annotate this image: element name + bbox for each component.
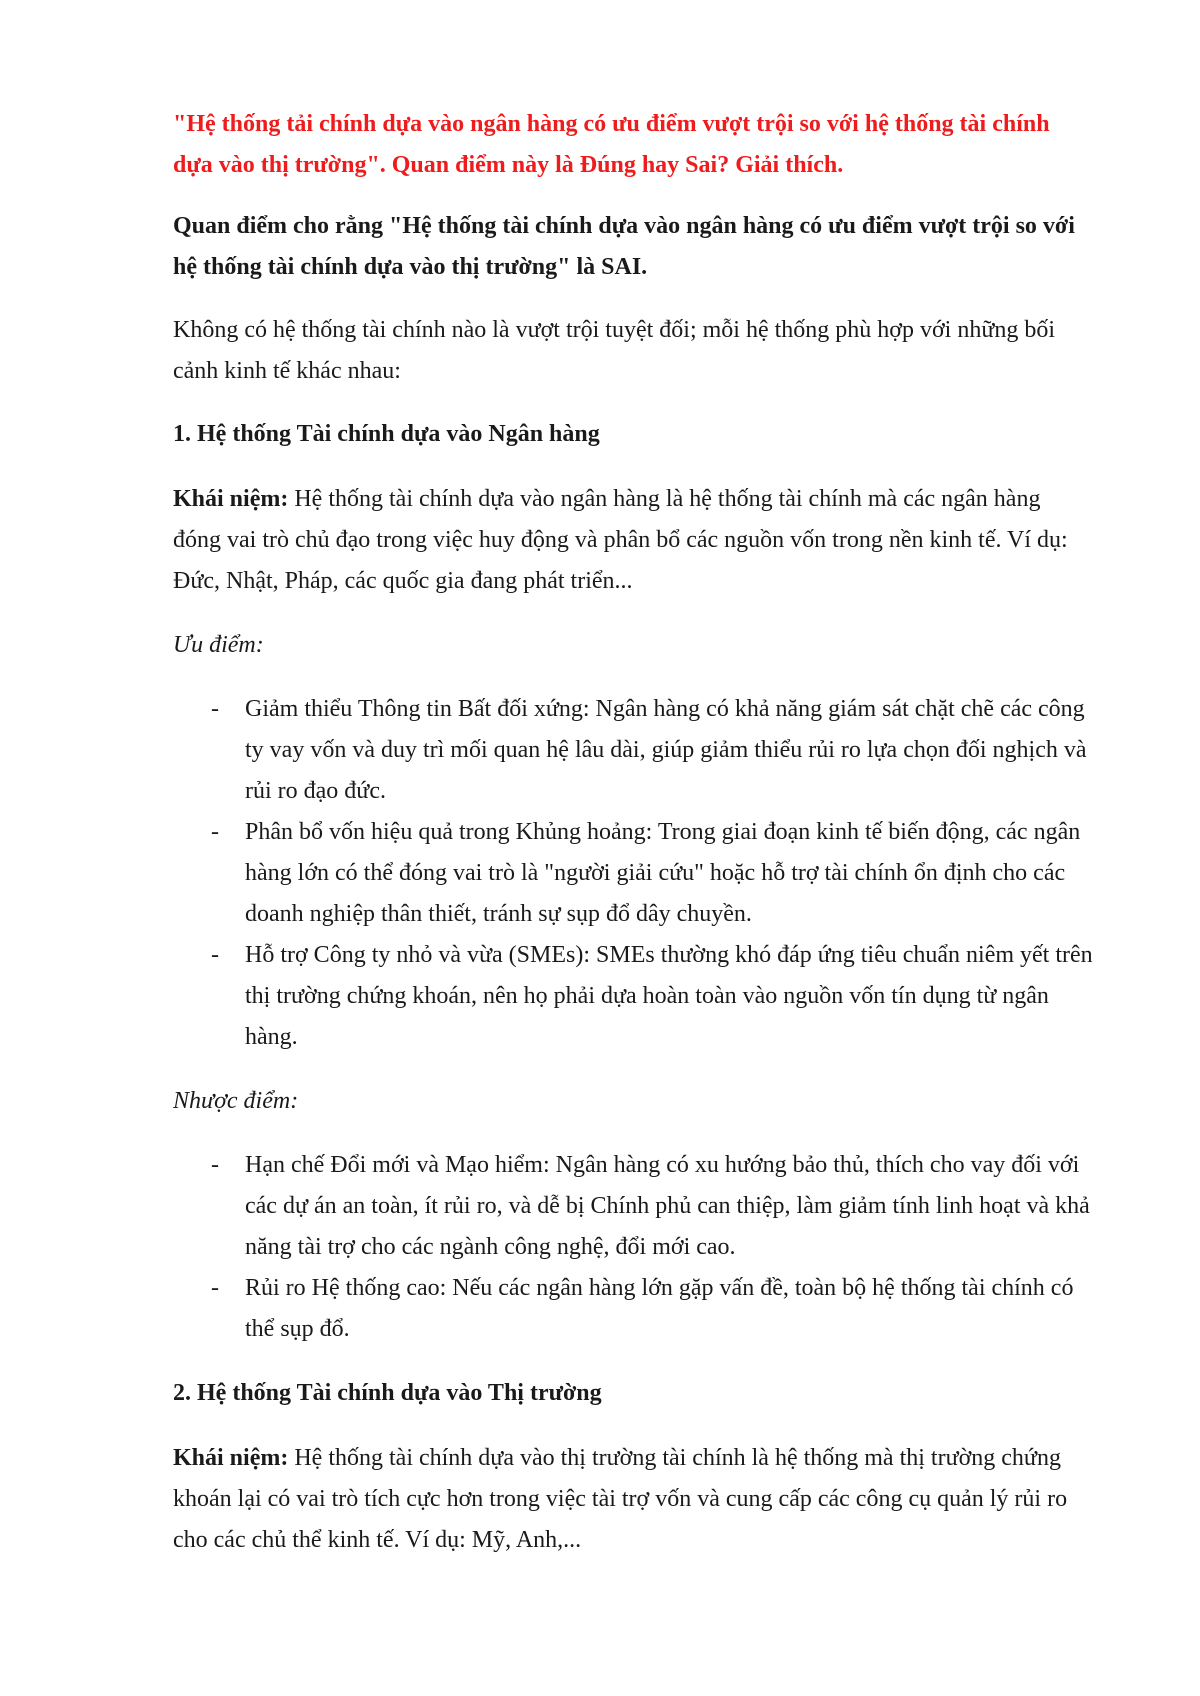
cons-label: Nhược điểm: — [173, 1088, 299, 1114]
section-1-heading: 1. Hệ thống Tài chính dựa vào Ngân hàng — [173, 421, 600, 447]
pros-label: Ưu điểm: — [173, 632, 264, 658]
section-2-heading: 2. Hệ thống Tài chính dựa vào Thị trường — [173, 1380, 602, 1406]
intro-paragraph: Không có hệ thống tài chính nào là vượt trội tuyệt đối; mỗi hệ thống phù hợp với những bối cảnh kinh tế khác nhau: — [173, 317, 1055, 384]
section-1-concept-text: Hệ thống tài chính dựa vào ngân hàng là hệ thống tài chính mà các ngân hàng đóng vai trò chủ đạo trong việc huy động và phân bổ các nguồn vốn trong nền kinh tế. Ví dụ: Đức, Nhật, Pháp, các quốc gia đang phát triển... — [173, 486, 1068, 594]
answer-statement: Quan điểm cho rằng "Hệ thống tài chính dựa vào ngân hàng có ưu điểm vượt trội so với hệ thống tài chính dựa vào thị trường" là SAI. — [173, 213, 1075, 280]
list-item: - Hạn chế Đổi mới và Mạo hiểm: Ngân hàng có xu hướng bảo thủ, thích cho vay đối với các dự án an toàn, ít rủi ro, và dễ bị Chính phủ can thiệp, làm giảm tính linh hoạt và khả năng tài trợ cho các ngành công nghệ, đổi mới cao. — [173, 1145, 1093, 1268]
pros-list — [173, 689, 1093, 1058]
section-1-concept — [173, 479, 1093, 602]
list-item: - Giảm thiểu Thông tin Bất đối xứng: Ngân hàng có khả năng giám sát chặt chẽ các công ty vay vốn và duy trì mối quan hệ lâu dài, giúp giảm thiểu rủi ro lựa chọn đối nghịch và rủi ro đạo đức. — [173, 689, 1093, 812]
list-item: - Phân bổ vốn hiệu quả trong Khủng hoảng: Trong giai đoạn kinh tế biến động, các ngân hàng lớn có thể đóng vai trò là "người giải cứu" hoặc hỗ trợ tài chính ổn định cho các doanh nghiệp thân thiết, tránh sự sụp đổ dây chuyền. — [173, 812, 1093, 935]
list-item: - Hỗ trợ Công ty nhỏ và vừa (SMEs): SMEs thường khó đáp ứng tiêu chuẩn niêm yết trên thị trường chứng khoán, nên họ phải dựa hoàn toàn vào nguồn vốn tín dụng từ ngân hàng. — [173, 935, 1093, 1058]
section-2-concept-label: Khái niệm: — [173, 1445, 289, 1471]
question-title: "Hệ thống tải chính dựa vào ngân hàng có ưu điểm vượt trội so với hệ thống tài chính dựa vào thị trường". Quan điểm này là Đúng hay Sai? Giải thích. — [173, 111, 1050, 178]
section-2-concept-text: Hệ thống tài chính dựa vào thị trường tài chính là hệ thống mà thị trường chứng khoán lại có vai trò tích cực hơn trong việc tài trợ vốn và cung cấp các công cụ quản lý rủi ro cho các chủ thể kinh tế. Ví dụ: Mỹ, Anh,... — [173, 1445, 1068, 1553]
section-1-concept-label: Khái niệm: — [173, 486, 289, 512]
document-page — [173, 104, 1093, 1584]
list-item: - Rủi ro Hệ thống cao: Nếu các ngân hàng lớn gặp vấn đề, toàn bộ hệ thống tài chính có thể sụp đổ. — [173, 1268, 1093, 1350]
cons-list — [173, 1145, 1093, 1350]
section-2-concept — [173, 1438, 1093, 1561]
